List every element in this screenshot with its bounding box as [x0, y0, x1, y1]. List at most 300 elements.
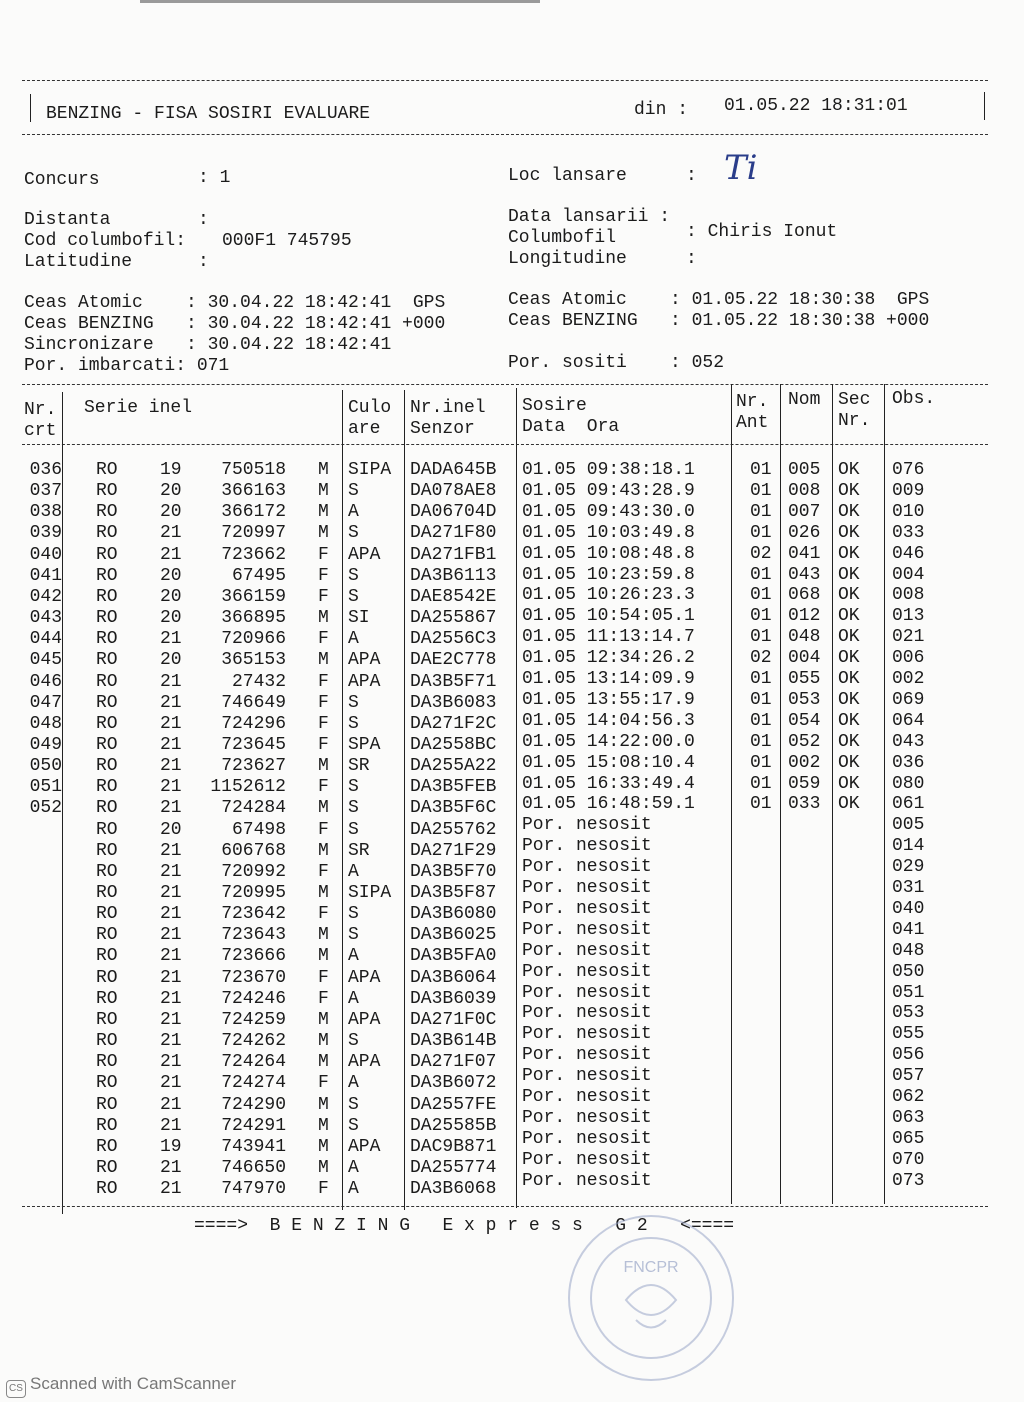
- cell-sec: OK: [838, 564, 860, 585]
- report-title: BENZING - FISA SOSIRI EVALUARE: [46, 104, 371, 124]
- cell-sec: OK: [838, 689, 860, 710]
- cell-sosire: 01.05 09:43:28.9: [522, 480, 695, 501]
- cell-obs: 069: [892, 689, 925, 710]
- cell-sosire: 01.05 13:55:17.9: [522, 689, 695, 710]
- cell-sex: M: [318, 1115, 329, 1136]
- cell-ant: 01: [750, 627, 772, 648]
- cell-nr: 724274: [221, 1073, 286, 1094]
- cell-an: 21: [160, 692, 182, 713]
- cell-tara: RO: [96, 713, 118, 734]
- cell-senzor: DA3B6080: [410, 904, 497, 925]
- header-right-bar: [984, 92, 985, 120]
- cell-sosire: Por. nesosit: [522, 982, 652, 1003]
- cell-senzor: DA3B6113: [410, 565, 497, 586]
- footer-banner: ====> B E N Z I N G E x p r e s s G 2 <====: [194, 1216, 735, 1236]
- cell-sex: M: [318, 1031, 329, 1052]
- cell-nr: 723645: [221, 734, 286, 755]
- table-header-top-rule: [22, 384, 988, 385]
- cell-senzor: DA25585B: [410, 1115, 497, 1136]
- cell-nr: 366895: [221, 608, 286, 629]
- cell-nr: 724296: [221, 713, 286, 734]
- header-bottom-rule: [22, 134, 988, 135]
- cell-sex: M: [318, 1157, 329, 1178]
- cell-nr: 720995: [221, 883, 286, 903]
- distanta-label: Distanta: [24, 210, 111, 230]
- cell-obs: 070: [892, 1149, 925, 1170]
- cell-sec: OK: [838, 710, 860, 731]
- ceas-benzing-end: Ceas BENZING : 01.05.22 18:30:38 +000: [508, 311, 930, 331]
- cell-an: 21: [160, 1031, 182, 1052]
- cell-tara: RO: [96, 671, 118, 692]
- cell-an: 20: [160, 608, 182, 629]
- cell-sex: M: [318, 1094, 329, 1115]
- cell-tara: RO: [96, 523, 118, 544]
- cell-sosire: Por. nesosit: [522, 1066, 652, 1087]
- cell-sosire: Por. nesosit: [522, 1170, 652, 1191]
- cell-an: 21: [160, 840, 182, 861]
- cell-an: 21: [160, 1009, 182, 1030]
- cell-ant: 01: [750, 460, 772, 480]
- cell-senzor: DA271F07: [410, 1052, 497, 1073]
- cell-nom: 033: [788, 794, 821, 815]
- cell-sec: OK: [838, 501, 860, 522]
- cell-sec: OK: [838, 460, 860, 480]
- cell-obs: 076: [892, 460, 925, 480]
- cell-senzor: DA2556C3: [410, 629, 497, 650]
- cell-sosire: Por. nesosit: [522, 919, 652, 940]
- cell-nom: 059: [788, 773, 821, 794]
- hdr-ant: Ant: [736, 413, 769, 433]
- cell-an: 21: [160, 1052, 182, 1073]
- cell-sex: F: [318, 671, 329, 692]
- cell-cul: S: [348, 523, 359, 544]
- cell-crt: 049: [29, 734, 62, 755]
- cell-nr: 720997: [221, 523, 286, 544]
- cell-sex: M: [318, 481, 329, 502]
- cell-tara: RO: [96, 798, 118, 819]
- cell-sec: OK: [838, 543, 860, 564]
- cell-crt: 052: [29, 798, 62, 819]
- cell-senzor: DA06704D: [410, 502, 497, 523]
- col-sep-crt: [62, 392, 63, 1214]
- table-header-bottom-rule: [22, 444, 988, 445]
- cell-obs: 055: [892, 1024, 925, 1045]
- header-top-rule: [22, 80, 988, 81]
- cell-sex: F: [318, 861, 329, 882]
- cell-an: 21: [160, 967, 182, 988]
- cell-cul: APA: [348, 650, 381, 671]
- hdr-obs: Obs.: [892, 389, 936, 409]
- cell-an: 20: [160, 586, 182, 607]
- lat-label: Latitudine: [24, 252, 133, 272]
- cell-ant: 01: [750, 480, 772, 501]
- cell-sex: F: [318, 988, 329, 1009]
- cell-nr: 67495: [231, 565, 286, 586]
- cell-an: 21: [160, 756, 182, 777]
- cell-nr: 724259: [221, 1009, 286, 1030]
- cell-nr: 723642: [221, 904, 286, 925]
- cell-tara: RO: [96, 819, 118, 840]
- cell-obs: 051: [892, 982, 925, 1003]
- cell-nr: 1152612: [210, 777, 286, 798]
- ceas-benzing-start: Ceas BENZING : 30.04.22 18:42:41 +000: [24, 314, 446, 334]
- cell-senzor: DA078AE8: [410, 481, 497, 502]
- hdr-sec-nr: Nr.: [838, 411, 871, 431]
- cell-crt: 042: [29, 586, 62, 607]
- cell-nom: 026: [788, 522, 821, 543]
- cell-senzor: DA3B5FEB: [410, 777, 497, 798]
- cell-tara: RO: [96, 988, 118, 1009]
- cell-an: 21: [160, 798, 182, 819]
- cell-an: 19: [160, 1136, 182, 1157]
- cell-an: 20: [160, 819, 182, 840]
- cell-cul: S: [348, 925, 359, 946]
- cell-obs: 043: [892, 731, 925, 752]
- cell-nom: 052: [788, 731, 821, 752]
- cell-sex: F: [318, 713, 329, 734]
- camscanner-text: Scanned with CamScanner: [30, 1374, 237, 1393]
- cell-sec: OK: [838, 648, 860, 669]
- cell-cul: S: [348, 692, 359, 713]
- cell-sex: M: [318, 1009, 329, 1030]
- cell-sex: M: [318, 925, 329, 946]
- cell-ant: 01: [750, 689, 772, 710]
- cell-crt: 038: [29, 502, 62, 523]
- cell-tara: RO: [96, 967, 118, 988]
- cell-an: 21: [160, 1115, 182, 1136]
- cell-nom: 043: [788, 564, 821, 585]
- cell-tara: RO: [96, 1179, 118, 1200]
- cell-cul: S: [348, 481, 359, 502]
- cell-tara: RO: [96, 544, 118, 565]
- report-date-label: din :: [634, 100, 689, 120]
- cell-sex: M: [318, 502, 329, 523]
- cell-senzor: DA271F29: [410, 840, 497, 861]
- cell-senzor: DA271F80: [410, 523, 497, 544]
- data-lansarii-label: Data lansarii :: [508, 207, 671, 227]
- cell-cul: A: [348, 988, 359, 1009]
- cell-obs: 065: [892, 1128, 925, 1149]
- cell-senzor: DA3B5F6C: [410, 798, 497, 819]
- cell-sex: M: [318, 1052, 329, 1073]
- cell-an: 21: [160, 883, 182, 903]
- cell-an: 21: [160, 1094, 182, 1115]
- cell-tara: RO: [96, 586, 118, 607]
- cell-obs: 057: [892, 1066, 925, 1087]
- cell-tara: RO: [96, 840, 118, 861]
- cell-senzor: DA255A22: [410, 756, 497, 777]
- cell-sosire: Por. nesosit: [522, 1003, 652, 1024]
- cell-obs: 033: [892, 522, 925, 543]
- cell-sosire: 01.05 10:23:59.8: [522, 564, 695, 585]
- cell-ant: 01: [750, 522, 772, 543]
- cell-tara: RO: [96, 650, 118, 671]
- cell-obs: 009: [892, 480, 925, 501]
- cell-sec: OK: [838, 669, 860, 689]
- cell-cul: S: [348, 565, 359, 586]
- cell-tara: RO: [96, 1009, 118, 1030]
- cell-ant: 01: [750, 606, 772, 627]
- cell-sex: M: [318, 883, 329, 903]
- cell-obs: 004: [892, 564, 925, 585]
- cell-cul: S: [348, 777, 359, 798]
- col-sep-sosire: [731, 384, 732, 1204]
- cell-senzor: DA3B5F87: [410, 883, 497, 903]
- cell-tara: RO: [96, 861, 118, 882]
- camscanner-logo-icon: CS: [6, 1380, 26, 1398]
- cell-sex: F: [318, 1179, 329, 1200]
- cell-crt: 037: [29, 481, 62, 502]
- cell-sex: M: [318, 946, 329, 967]
- cell-an: 21: [160, 1179, 182, 1200]
- cell-sosire: 01.05 09:43:30.0: [522, 501, 695, 522]
- cell-obs: 008: [892, 585, 925, 606]
- cell-an: 21: [160, 777, 182, 798]
- cell-nr: 724264: [221, 1052, 286, 1073]
- hdr-data-ora: Data Ora: [522, 417, 620, 437]
- cell-obs: 021: [892, 627, 925, 648]
- cell-sosire: Por. nesosit: [522, 1087, 652, 1107]
- cell-an: 21: [160, 523, 182, 544]
- cell-cul: SIPA: [348, 883, 392, 903]
- cell-obs: 061: [892, 794, 925, 815]
- columbofil-label: Columbofil: [508, 228, 617, 248]
- cell-sex: M: [318, 798, 329, 819]
- cell-an: 21: [160, 925, 182, 946]
- cell-an: 21: [160, 671, 182, 692]
- ceas-atomic-start: Ceas Atomic : 30.04.22 18:42:41 GPS: [24, 293, 446, 313]
- cell-obs: 036: [892, 752, 925, 773]
- ceas-atomic-end: Ceas Atomic : 01.05.22 18:30:38 GPS: [508, 290, 930, 310]
- cell-ant: 01: [750, 585, 772, 606]
- cell-sosire: 01.05 10:54:05.1: [522, 606, 695, 627]
- cell-sosire: Por. nesosit: [522, 1045, 652, 1066]
- cell-ant: 02: [750, 543, 772, 564]
- cell-cul: APA: [348, 1136, 381, 1157]
- cell-nr: 724291: [221, 1115, 286, 1136]
- cell-ant: 01: [750, 501, 772, 522]
- cell-obs: 062: [892, 1087, 925, 1107]
- cell-an: 20: [160, 565, 182, 586]
- cell-obs: 006: [892, 648, 925, 669]
- header-left-bar: [30, 94, 31, 122]
- cell-sosire: Por. nesosit: [522, 878, 652, 898]
- cell-sec: OK: [838, 480, 860, 501]
- cell-an: 21: [160, 1073, 182, 1094]
- cell-nr: 723662: [221, 544, 286, 565]
- cell-tara: RO: [96, 608, 118, 629]
- cell-crt: 046: [29, 671, 62, 692]
- cell-tara: RO: [96, 1073, 118, 1094]
- cell-sosire: 01.05 12:34:26.2: [522, 648, 695, 669]
- cell-ant: 02: [750, 648, 772, 669]
- cell-nr: 724246: [221, 988, 286, 1009]
- hdr-sec: Sec: [838, 390, 871, 410]
- cell-nr: 27432: [231, 671, 286, 692]
- loc-sep: :: [686, 166, 697, 186]
- cell-sex: F: [318, 734, 329, 755]
- cell-tara: RO: [96, 1031, 118, 1052]
- cell-nr: 365153: [221, 650, 286, 671]
- cell-tara: RO: [96, 629, 118, 650]
- cell-crt: 039: [29, 523, 62, 544]
- col-sep-senzor: [516, 388, 517, 1208]
- cell-nr: 724290: [221, 1094, 286, 1115]
- cell-obs: 053: [892, 1003, 925, 1024]
- cell-tara: RO: [96, 692, 118, 713]
- cell-tara: RO: [96, 904, 118, 925]
- cell-tara: RO: [96, 1136, 118, 1157]
- table-bottom-rule: [22, 1206, 988, 1207]
- cell-nr: 746650: [221, 1157, 286, 1178]
- cell-tara: RO: [96, 883, 118, 903]
- cell-senzor: DA3B6072: [410, 1073, 497, 1094]
- cell-cul: A: [348, 861, 359, 882]
- cell-tara: RO: [96, 565, 118, 586]
- cell-nom: 005: [788, 460, 821, 480]
- col-sep-ant: [780, 384, 781, 1204]
- cell-nr: 723643: [221, 925, 286, 946]
- cell-obs: 050: [892, 961, 925, 982]
- cell-cul: A: [348, 1157, 359, 1178]
- cell-sex: F: [318, 1073, 329, 1094]
- cell-sec: OK: [838, 773, 860, 794]
- cell-obs: 014: [892, 836, 925, 857]
- cod-value: 000F1 745795: [222, 231, 352, 251]
- sincronizare: Sincronizare : 30.04.22 18:42:41: [24, 335, 392, 355]
- cell-nr: 366159: [221, 586, 286, 607]
- cell-an: 20: [160, 650, 182, 671]
- longitudine-sep: :: [686, 249, 697, 269]
- hdr-culoare: Culo: [348, 398, 392, 418]
- cell-sosire: 01.05 11:13:14.7: [522, 627, 695, 648]
- hdr-culoare-2: are: [348, 419, 381, 439]
- cell-an: 21: [160, 713, 182, 734]
- cell-an: 21: [160, 946, 182, 967]
- cell-sosire: 01.05 09:38:18.1: [522, 460, 695, 480]
- cell-cul: APA: [348, 544, 381, 565]
- columbofil-value: : Chiris Ionut: [686, 222, 838, 242]
- cell-sex: F: [318, 777, 329, 798]
- cell-sosire: 01.05 10:03:49.8: [522, 522, 695, 543]
- cell-cul: S: [348, 798, 359, 819]
- cell-sex: M: [318, 523, 329, 544]
- cell-an: 21: [160, 734, 182, 755]
- cell-nr: 67498: [231, 819, 286, 840]
- cell-cul: S: [348, 713, 359, 734]
- cell-sosire: Por. nesosit: [522, 1128, 652, 1149]
- cell-cul: S: [348, 586, 359, 607]
- cell-senzor: DA271F0C: [410, 1009, 497, 1030]
- cell-cul: A: [348, 502, 359, 523]
- col-sep-sec: [884, 384, 885, 1204]
- cell-cul: S: [348, 1031, 359, 1052]
- hdr-nr-crt-2: crt: [24, 421, 57, 441]
- cell-ant: 01: [750, 794, 772, 815]
- cell-nr: 747970: [221, 1179, 286, 1200]
- handwritten-signature: Ti: [724, 148, 758, 188]
- cell-crt: 036: [29, 460, 62, 480]
- cell-obs: 064: [892, 710, 925, 731]
- cell-cul: APA: [348, 967, 381, 988]
- porumbei-imbarcati: Por. imbarcati: 071: [24, 356, 230, 376]
- hdr-nr-inel: Nr.inel: [410, 398, 486, 418]
- club-stamp: [556, 1210, 746, 1386]
- cell-obs: 040: [892, 898, 925, 919]
- col-sep-nom: [832, 384, 833, 1204]
- cell-obs: 080: [892, 773, 925, 794]
- cell-ant: 01: [750, 731, 772, 752]
- cell-sec: OK: [838, 585, 860, 606]
- cell-tara: RO: [96, 777, 118, 798]
- cell-cul: SIPA: [348, 460, 392, 480]
- cell-nr: 724262: [221, 1031, 286, 1052]
- cell-cul: S: [348, 1094, 359, 1115]
- cell-tara: RO: [96, 734, 118, 755]
- concurs-label: Concurs: [24, 170, 100, 190]
- cell-obs: 013: [892, 606, 925, 627]
- cell-tara: RO: [96, 946, 118, 967]
- cell-cul: APA: [348, 1052, 381, 1073]
- cell-sex: F: [318, 629, 329, 650]
- cell-crt: 047: [29, 692, 62, 713]
- cell-sec: OK: [838, 522, 860, 543]
- cell-crt: 045: [29, 650, 62, 671]
- cell-an: 21: [160, 629, 182, 650]
- cell-obs: 046: [892, 543, 925, 564]
- hdr-senzor: Senzor: [410, 419, 475, 439]
- cell-sex: M: [318, 460, 329, 480]
- cell-obs: 073: [892, 1170, 925, 1191]
- cell-obs: 029: [892, 857, 925, 878]
- cell-nr: 720966: [221, 629, 286, 650]
- cell-tara: RO: [96, 1094, 118, 1115]
- cell-senzor: DA3B6064: [410, 967, 497, 988]
- cell-nr: 606768: [221, 840, 286, 861]
- cell-sosire: Por. nesosit: [522, 1107, 652, 1128]
- cell-an: 20: [160, 502, 182, 523]
- cell-tara: RO: [96, 1052, 118, 1073]
- hdr-sosire: Sosire: [522, 396, 587, 416]
- cell-cul: A: [348, 629, 359, 650]
- cell-senzor: DA3B5F71: [410, 671, 497, 692]
- col-sep-sex: [342, 390, 343, 1210]
- cell-obs: 041: [892, 919, 925, 940]
- lat-sep: :: [198, 252, 209, 272]
- hdr-nr-crt: Nr.: [24, 400, 57, 420]
- cell-an: 21: [160, 861, 182, 882]
- cell-crt: 041: [29, 565, 62, 586]
- cell-ant: 01: [750, 669, 772, 689]
- hdr-serie-inel: Serie inel: [84, 398, 193, 418]
- cell-cul: A: [348, 1073, 359, 1094]
- cell-ant: 01: [750, 564, 772, 585]
- cell-an: 19: [160, 460, 182, 480]
- cell-sex: F: [318, 967, 329, 988]
- cell-senzor: DA3B5FA0: [410, 946, 497, 967]
- cell-sosire: Por. nesosit: [522, 961, 652, 982]
- camscanner-watermark: [6, 1374, 236, 1398]
- cell-tara: RO: [96, 460, 118, 480]
- cell-obs: 002: [892, 669, 925, 689]
- col-sep-culoare: [404, 390, 405, 1210]
- cell-sex: F: [318, 586, 329, 607]
- cell-sec: OK: [838, 794, 860, 815]
- cell-sec: OK: [838, 606, 860, 627]
- report-date: 01.05.22 18:31:01: [724, 96, 908, 116]
- cell-tara: RO: [96, 756, 118, 777]
- cell-an: 20: [160, 481, 182, 502]
